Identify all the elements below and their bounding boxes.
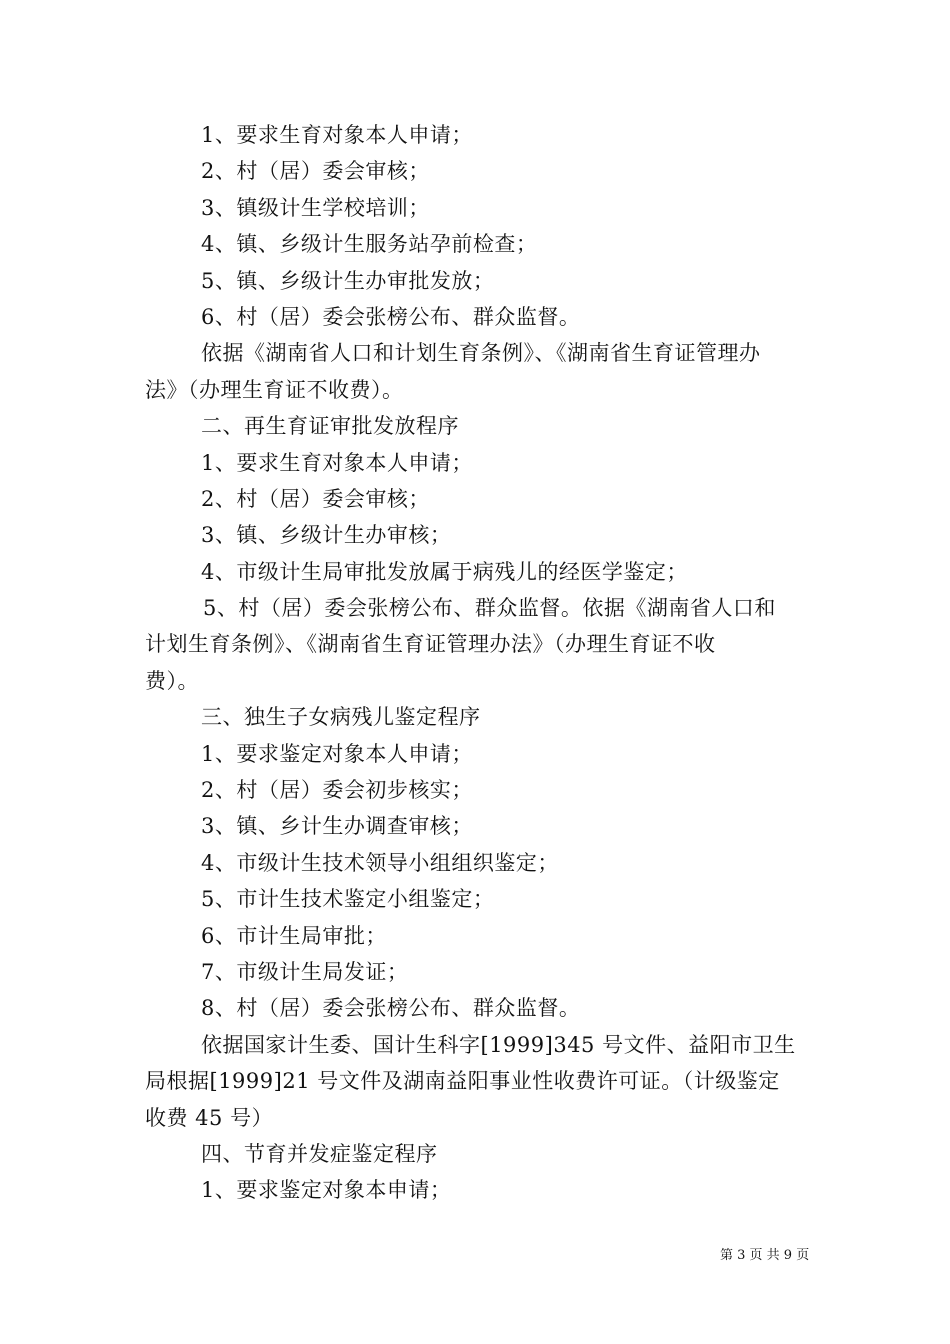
section-heading: 四、节育并发症鉴定程序 bbox=[201, 1141, 438, 1166]
text-line: 3、镇级计生学校培训； bbox=[201, 195, 430, 220]
text-line: 收费 45 号） bbox=[145, 1105, 274, 1130]
text-line: 1、要求鉴定对象本人申请； bbox=[201, 741, 473, 766]
text-line: 1、要求生育对象本人申请； bbox=[201, 450, 473, 475]
text-line: 3、镇、乡级计生办审核； bbox=[201, 523, 452, 548]
text-line: 2、村（居）委会审核； bbox=[201, 486, 430, 511]
document-body bbox=[145, 117, 807, 1209]
page-footer: 第 3 页 共 9 页 bbox=[720, 1248, 810, 1263]
text-line: 7、市级计生局发证； bbox=[201, 959, 409, 984]
text-line: 依据国家计生委、国计生科字[1999]345 号文件、益阳市卫生 bbox=[201, 1032, 796, 1057]
text-line: 6、村（居）委会张榜公布、群众监督。 bbox=[201, 304, 581, 329]
text-line: 2、村（居）委会审核； bbox=[201, 159, 430, 184]
text-line: 4、市级计生局审批发放属于病残儿的经医学鉴定； bbox=[201, 559, 688, 584]
text-line: 依据《湖南省人口和计划生育条例》、《湖南省生育证管理办 bbox=[201, 341, 761, 366]
text-line: 计划生育条例》、《湖南省生育证管理办法》（办理生育证不收 bbox=[145, 632, 716, 657]
text-line: 4、镇、乡级计生服务站孕前检查； bbox=[201, 232, 538, 257]
text-line: 5、镇、乡级计生办审批发放； bbox=[201, 268, 495, 293]
text-line: 局根据[1999]21 号文件及湖南益阳事业性收费许可证。（计级鉴定 bbox=[145, 1069, 780, 1094]
text-line: 6、市计生局审批； bbox=[201, 923, 387, 948]
text-line: 法》（办理生育证不收费）。 bbox=[145, 377, 404, 402]
text-line: 5、村（居）委会张榜公布、群众监督。依据《湖南省人口和 bbox=[203, 596, 776, 621]
text-line: 费）。 bbox=[145, 668, 199, 693]
section-heading: 二、再生育证审批发放程序 bbox=[201, 414, 459, 439]
text-line: 1、要求鉴定对象本申请； bbox=[201, 1178, 452, 1203]
text-line: 8、村（居）委会张榜公布、群众监督。 bbox=[201, 996, 581, 1021]
text-line: 4、市级计生技术领导小组组织鉴定； bbox=[201, 850, 559, 875]
text-line: 2、村（居）委会初步核实； bbox=[201, 778, 473, 803]
text-line: 3、镇、乡计生办调查审核； bbox=[201, 814, 473, 839]
text-line: 1、要求生育对象本人申请； bbox=[201, 123, 473, 147]
text-line: 5、市计生技术鉴定小组鉴定； bbox=[201, 887, 495, 912]
section-heading: 三、独生子女病残儿鉴定程序 bbox=[201, 705, 481, 730]
